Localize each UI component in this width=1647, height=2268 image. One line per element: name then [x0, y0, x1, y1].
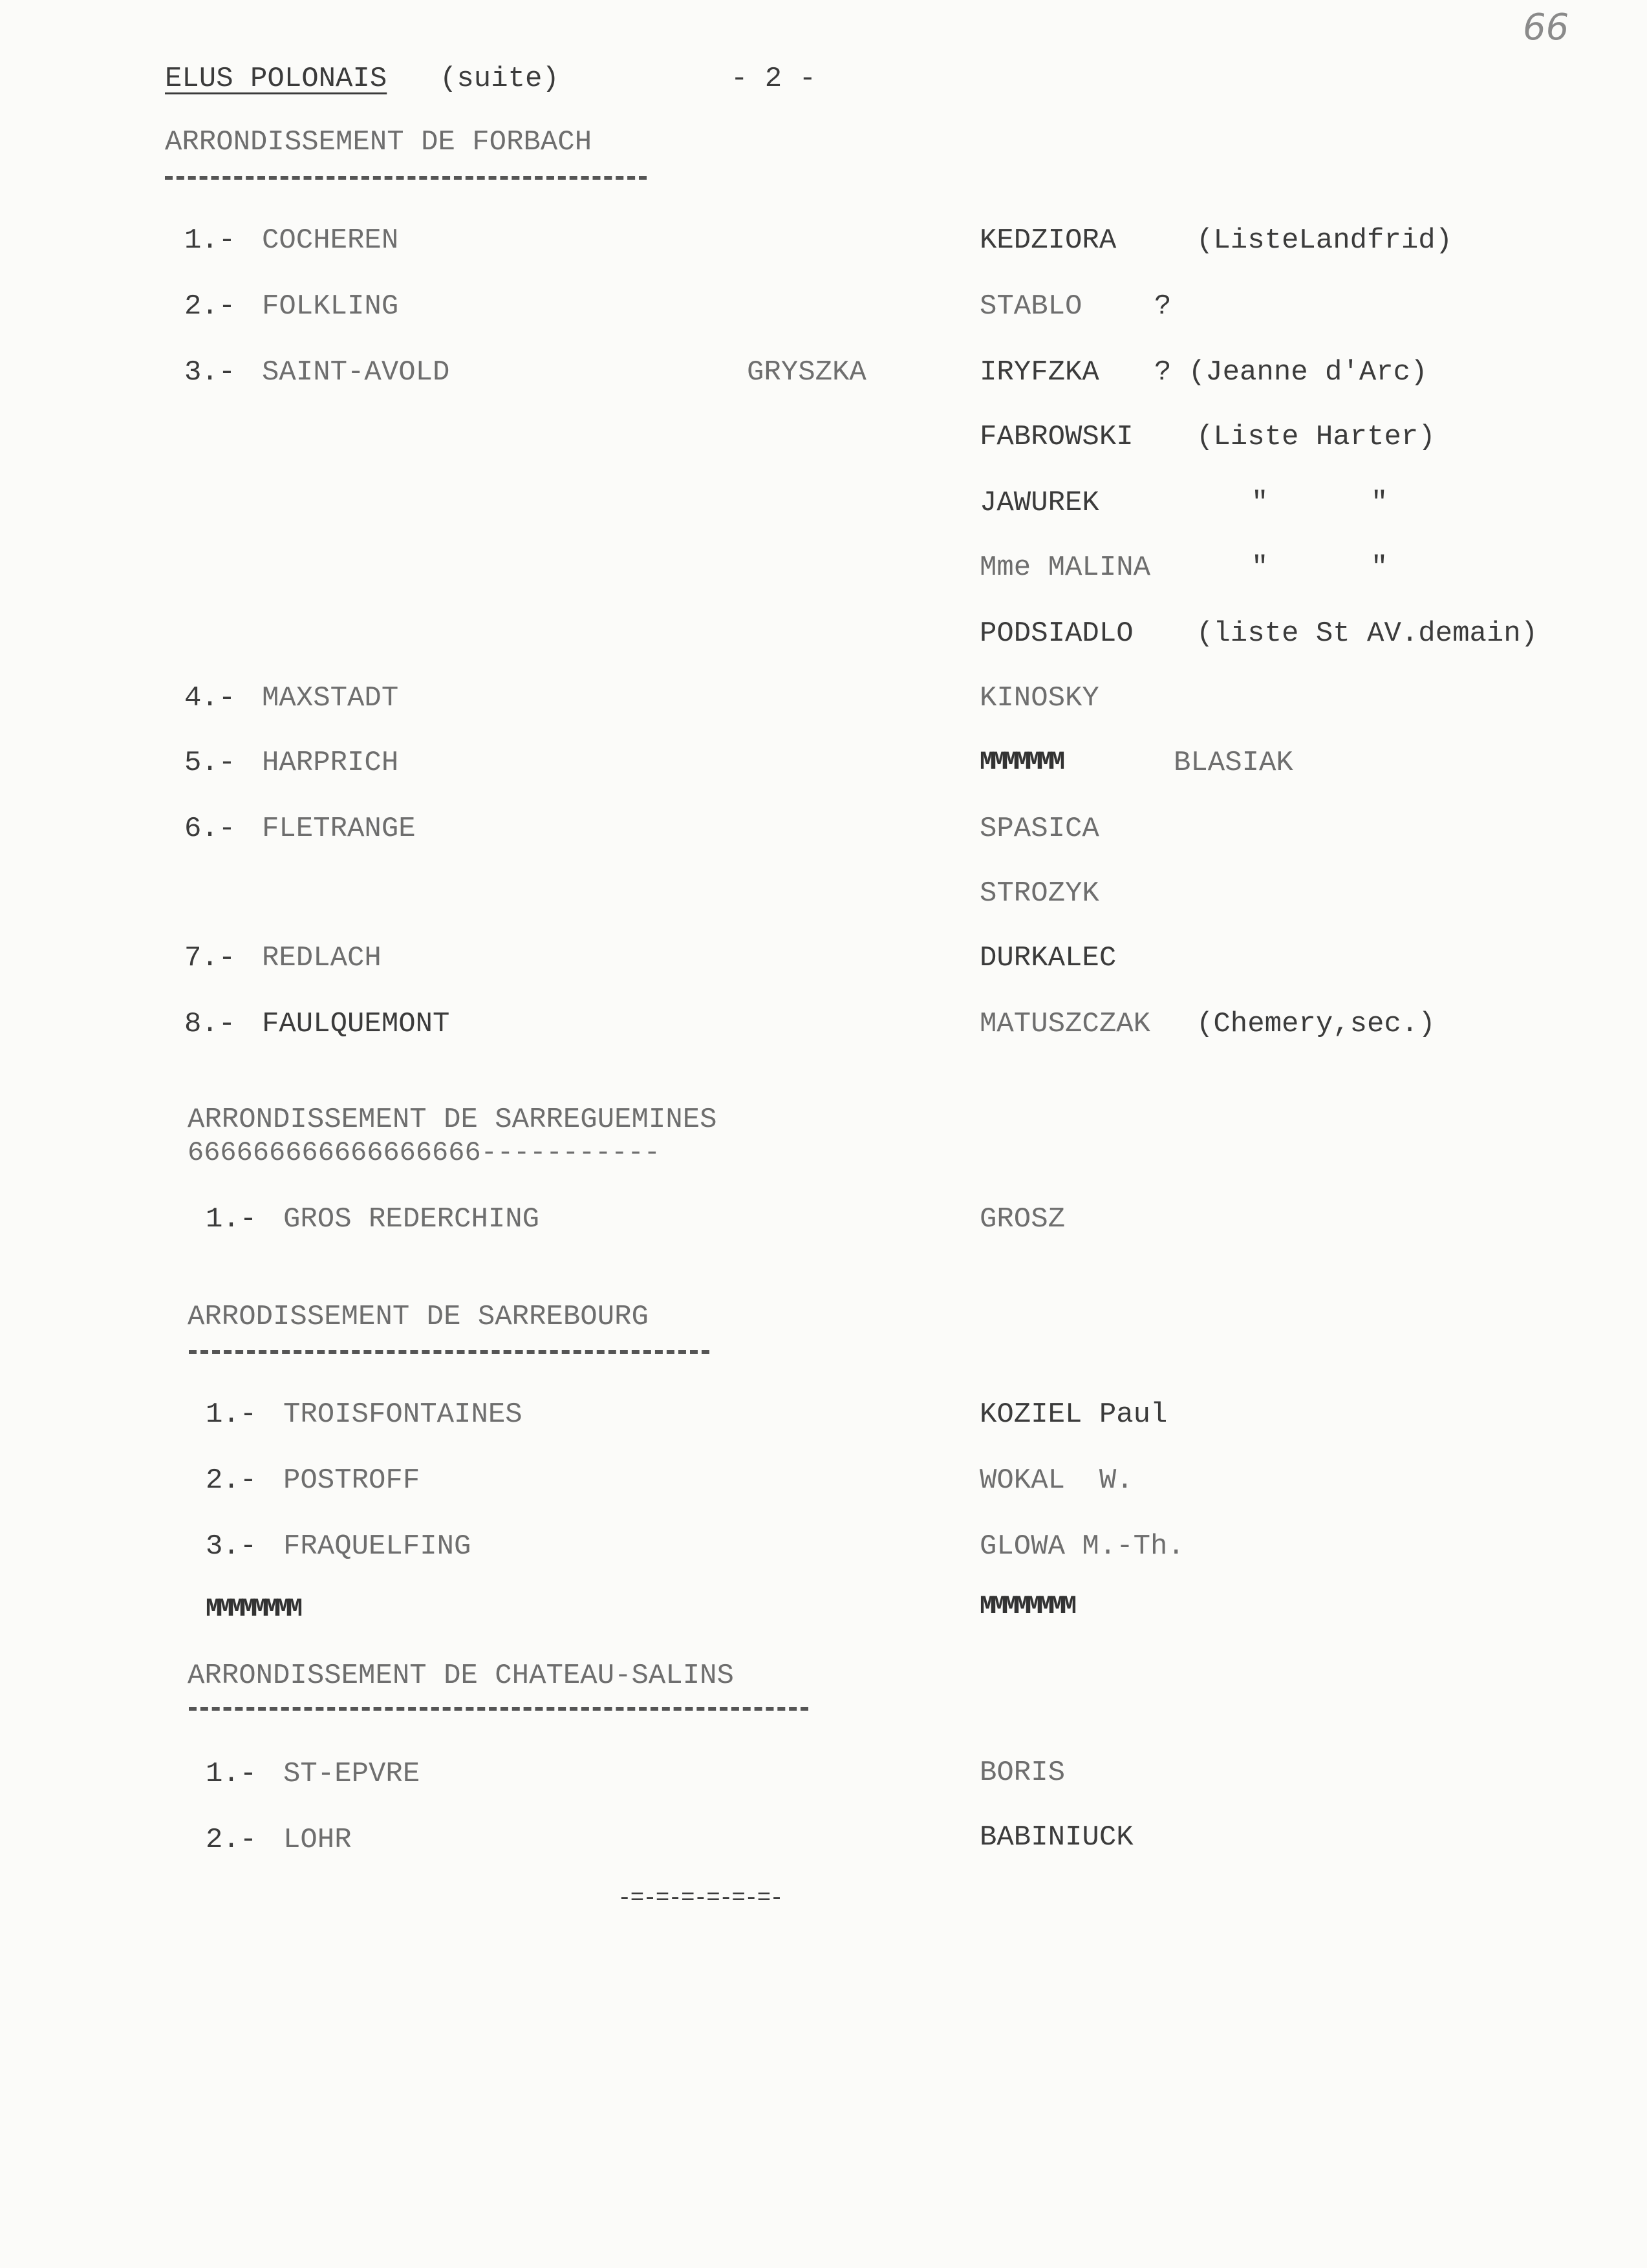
section-heading-sarreguemines: ARRONDISSEMENT DE SARREGUEMINES [188, 1104, 717, 1136]
entry-num: 1.- [206, 1758, 257, 1790]
entry-note: (liste St AV.demain) [1196, 617, 1538, 650]
entry-num: 6.- [184, 813, 236, 845]
doc-title: ELUS POLONAIS [165, 63, 387, 95]
end-mark: -=-=-=-=-=-=- [618, 1885, 782, 1911]
entry-name: WOKAL W. [980, 1464, 1134, 1497]
entry-note: (Liste Harter) [1196, 421, 1436, 453]
entry-commune: FRAQUELFING [283, 1530, 471, 1563]
handwritten-page-number: 66 [1523, 6, 1569, 48]
entry-commune: HARPRICH [262, 747, 399, 779]
doc-title-suite: (suite) [440, 63, 559, 95]
entry-note: " " [1251, 551, 1388, 584]
entry-note: " " [1251, 487, 1388, 519]
entry-name: KOZIEL Paul [980, 1398, 1168, 1431]
entry-commune: FLETRANGE [262, 813, 416, 845]
heading-underline [165, 176, 647, 180]
entry-note: ? (Jeanne d'Arc) [1154, 356, 1428, 389]
entry-commune: COCHEREN [262, 224, 399, 257]
entry-name: FABROWSKI [980, 421, 1134, 453]
entry-name: DURKALEC [980, 942, 1117, 974]
struck-out-text: MMMMMMMM [980, 1592, 1073, 1621]
entry-name: GLOWA M.-Th. [980, 1530, 1185, 1563]
entry-name: PODSIADLO [980, 617, 1134, 650]
entry-mid-name: GRYSZKA [747, 356, 867, 389]
struck-out-text: MMMMMMM [980, 748, 1062, 777]
entry-name: STROZYK [980, 877, 1099, 910]
entry-commune: MAXSTADT [262, 682, 399, 714]
heading-underline [189, 1707, 808, 1711]
entry-commune: ST-EPVRE [283, 1758, 420, 1790]
entry-name: BLASIAK [1174, 747, 1293, 779]
entry-commune: LOHR [283, 1824, 352, 1856]
entry-num: 8.- [184, 1008, 236, 1040]
entry-name: SPASICA [980, 813, 1099, 845]
entry-name: Mme MALINA [980, 551, 1151, 584]
entry-num: 3.- [184, 356, 236, 389]
entry-num: 1.- [206, 1203, 257, 1236]
entry-name: IRYFZKA [980, 356, 1099, 389]
entry-commune: FOLKLING [262, 290, 399, 323]
entry-num: 4.- [184, 682, 236, 714]
entry-name: GROSZ [980, 1203, 1066, 1236]
entry-commune: GROS REDERCHING [283, 1203, 540, 1236]
entry-commune: REDLACH [262, 942, 382, 974]
heading-underline [189, 1350, 709, 1354]
entry-commune: TROISFONTAINES [283, 1398, 522, 1431]
entry-num: 7.- [184, 942, 236, 974]
entry-name: KINOSKY [980, 682, 1099, 714]
entry-num: 1.- [206, 1398, 257, 1431]
entry-name: STABLO [980, 290, 1082, 323]
entry-num: 2.- [184, 290, 236, 323]
entry-note: (Chemery,sec.) [1196, 1008, 1436, 1040]
entry-commune: SAINT-AVOLD [262, 356, 450, 389]
entry-name: JAWUREK [980, 487, 1099, 519]
section-heading-forbach: ARRONDISSEMENT DE FORBACH [165, 126, 592, 158]
entry-commune: FAULQUEMONT [262, 1008, 450, 1040]
entry-name: BORIS [980, 1757, 1066, 1789]
heading-underline-typed: 666666666666666666----------- [188, 1137, 660, 1168]
entry-note: ? [1154, 290, 1172, 323]
entry-commune: POSTROFF [283, 1464, 420, 1497]
entry-name: MATUSZCZAK [980, 1008, 1151, 1040]
entry-num: 3.- [206, 1530, 257, 1563]
section-heading-chateau-salins: ARRONDISSEMENT DE CHATEAU-SALINS [188, 1660, 734, 1692]
entry-note: (ListeLandfrid) [1196, 224, 1453, 257]
entry-num: 2.- [206, 1824, 257, 1856]
entry-num: 5.- [184, 747, 236, 779]
section-heading-sarrebourg: ARRODISSEMENT DE SARREBOURG [188, 1301, 649, 1333]
entry-name: BABINIUCK [980, 1821, 1134, 1854]
entry-num: 2.- [206, 1464, 257, 1497]
entry-name: KEDZIORA [980, 224, 1117, 257]
page-number: - 2 - [731, 63, 817, 95]
struck-out-text: MMMMMMMM [206, 1595, 299, 1624]
entry-num: 1.- [184, 224, 236, 257]
